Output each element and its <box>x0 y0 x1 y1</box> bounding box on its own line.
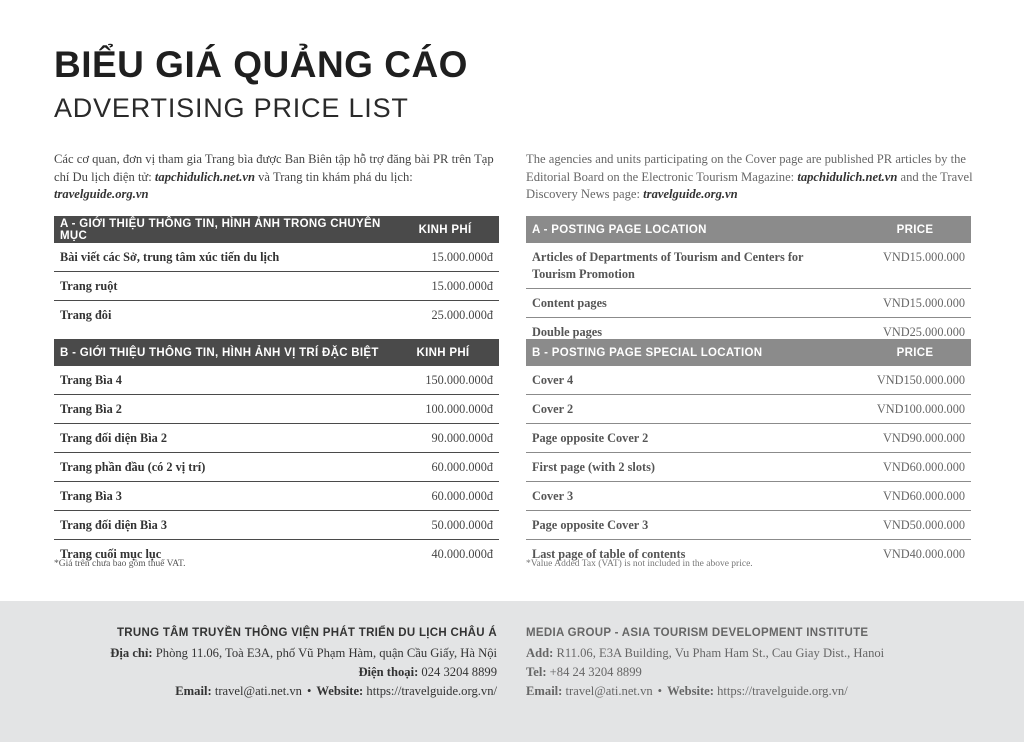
website-label: Website: <box>667 684 714 698</box>
row-name: Trang đối diện Bìa 2 <box>60 431 168 445</box>
row-name: Page opposite Cover 3 <box>532 518 649 532</box>
address-label: Địa chỉ: <box>110 646 153 660</box>
row-price: 15.000.000đ <box>431 250 493 264</box>
row-name: Trang phần đầu (có 2 vị trí) <box>60 460 206 474</box>
table-header <box>54 216 499 243</box>
row-price: VND60.000.000 <box>883 460 965 474</box>
table-header-title: B - POSTING PAGE SPECIAL LOCATION <box>532 346 763 359</box>
footer-email-website <box>110 682 497 701</box>
row-name: Trang Bìa 4 <box>60 373 122 387</box>
table-header <box>54 339 499 366</box>
footer-phone <box>110 663 497 682</box>
table-row <box>526 511 971 540</box>
table-row <box>54 272 499 301</box>
row-name: Cover 3 <box>532 489 574 503</box>
footer <box>0 601 1024 742</box>
table-row <box>526 453 971 482</box>
phone-value: +84 24 3204 8899 <box>546 665 642 679</box>
table-row <box>526 395 971 424</box>
table-row <box>526 243 971 289</box>
table-header <box>526 339 971 366</box>
table-row <box>526 289 971 318</box>
email-label: Email: <box>175 684 212 698</box>
intro-vi-text-1: Các cơ quan, đơn vị tham gia Trang bìa được Ban Biên tập hỗ trợ đăng bài PR trên Tạp chí Du lịch điện tử: <box>54 152 494 184</box>
table-row <box>526 366 971 395</box>
page-subtitle: ADVERTISING PRICE LIST <box>54 93 409 123</box>
row-name: Trang đối diện Bìa 3 <box>60 518 168 532</box>
page-title: BIỂU GIÁ QUẢNG CÁO <box>54 44 468 85</box>
row-name: Last page of table of contents <box>532 547 686 561</box>
website-label: Website: <box>316 684 364 698</box>
row-price: VND150.000.000 <box>876 373 965 387</box>
intro-en-site-2: travelguide.org.vn <box>643 187 738 201</box>
row-name: Content pages <box>532 296 607 310</box>
table-header-price: KINH PHÍ <box>416 346 470 359</box>
row-name: Trang Bìa 3 <box>60 489 122 503</box>
row-price: VND15.000.000 <box>883 250 965 264</box>
table-row <box>526 482 971 511</box>
row-price: 100.000.000đ <box>425 402 493 416</box>
email-link[interactable]: travel@ati.net.vn <box>211 684 302 698</box>
intro-en-text-2: and the Travel Discovery News page: <box>526 169 973 201</box>
footer-email-website <box>526 682 884 701</box>
table-header-price: KINH PHÍ <box>418 223 472 236</box>
row-price: 40.000.000đ <box>431 547 493 561</box>
table-header-price: PRICE <box>896 346 934 359</box>
email-link[interactable]: travel@ati.net.vn <box>562 684 653 698</box>
footer-phone <box>526 663 884 682</box>
table-row <box>54 366 499 395</box>
footer-org-name: TRUNG TÂM TRUYỀN THÔNG VIỆN PHÁT TRIỂN DU LỊCH CHÂU Á <box>116 627 497 639</box>
intro-vi-text-2: và Trang tin khám phá du lịch: <box>254 169 413 184</box>
price-table-a-vi <box>54 216 499 329</box>
row-price: 60.000.000đ <box>431 460 493 474</box>
phone-label: Điện thoại: <box>358 665 419 679</box>
price-table-b-en <box>526 339 971 568</box>
address-value: R11.06, E3A Building, Vu Pham Ham St., Cau Giay Dist., Hanoi <box>553 646 885 660</box>
row-name: First page (with 2 slots) <box>532 460 655 474</box>
website-link[interactable]: https://travelguide.org.vn/ <box>363 684 497 698</box>
intro-en-text-1: The agencies and units participating on the Cover page are published PR articles by the Editorial Board on the Electronic Tourism Magazine: <box>526 152 966 184</box>
row-price: 15.000.000đ <box>431 279 493 293</box>
footer-contact-vi <box>110 624 497 701</box>
intro-vi-site-1: tapchidulich.net.vn <box>154 169 255 184</box>
row-price: VND25.000.000 <box>883 325 965 339</box>
table-row <box>54 453 499 482</box>
intro-vi-site-2: travelguide.org.vn <box>54 187 149 201</box>
row-name: Cover 4 <box>532 373 574 387</box>
footer-address <box>526 644 884 663</box>
price-table-b-vi <box>54 339 499 568</box>
row-price: VND15.000.000 <box>883 296 965 310</box>
website-link[interactable]: https://travelguide.org.vn/ <box>713 684 848 698</box>
address-label: Add: <box>526 646 554 660</box>
row-price: VND100.000.000 <box>876 402 965 416</box>
table-row <box>54 243 499 272</box>
bullet-separator: • <box>306 684 312 698</box>
table-row <box>526 424 971 453</box>
row-price: VND90.000.000 <box>883 431 965 445</box>
table-header-title: A - GIỚI THIỆU THÔNG TIN, HÌNH ẢNH TRONG CHUYÊN MỤC <box>60 217 381 242</box>
table-row <box>54 482 499 511</box>
table-row <box>54 301 499 329</box>
row-price: 25.000.000đ <box>431 308 493 322</box>
row-name: Trang đôi <box>60 308 112 322</box>
row-price: VND40.000.000 <box>883 547 965 561</box>
intro-en <box>526 151 974 204</box>
footer-org-name: MEDIA GROUP - ASIA TOURISM DEVELOPMENT INSTITUTE <box>526 627 869 639</box>
phone-label: Tel: <box>526 665 547 679</box>
row-name: Cover 2 <box>532 402 574 416</box>
table-row <box>54 511 499 540</box>
row-name: Trang ruột <box>60 279 118 293</box>
email-label: Email: <box>526 684 563 698</box>
row-price: 90.000.000đ <box>431 431 493 445</box>
row-price: VND60.000.000 <box>883 489 965 503</box>
table-header-title: A - POSTING PAGE LOCATION <box>532 223 707 236</box>
footer-contact-en <box>526 624 884 701</box>
row-name: Page opposite Cover 2 <box>532 431 649 445</box>
row-name: Articles of Departments of Tourism and Centers for Tourism Promotion <box>532 250 804 281</box>
row-price: VND50.000.000 <box>883 518 965 532</box>
address-value: Phòng 11.06, Toà E3A, phố Vũ Phạm Hàm, quận Cầu Giấy, Hà Nội <box>152 646 497 660</box>
row-name: Trang cuối mục lục <box>60 547 162 561</box>
intro-vi <box>54 151 502 204</box>
table-header-price: PRICE <box>896 223 934 236</box>
phone-value: 024 3204 8899 <box>418 665 497 679</box>
row-price: 60.000.000đ <box>431 489 493 503</box>
intro-en-site-1: tapchidulich.net.vn <box>797 169 898 184</box>
vat-note-en: *Value Added Tax (VAT) is not included in the above price. <box>526 559 753 569</box>
bullet-separator: • <box>657 684 663 698</box>
price-table-a-en <box>526 216 971 346</box>
table-row <box>54 395 499 424</box>
footer-address <box>110 644 497 663</box>
row-name: Trang Bìa 2 <box>60 402 122 416</box>
row-price: 50.000.000đ <box>431 518 493 532</box>
table-header <box>526 216 971 243</box>
vat-note-vi: *Giá trên chưa bao gồm thuế VAT. <box>54 559 186 569</box>
table-header-title: B - GIỚI THIỆU THÔNG TIN, HÌNH ẢNH VỊ TRÍ ĐẶC BIỆT <box>60 346 379 359</box>
table-row <box>54 424 499 453</box>
row-name: Double pages <box>532 325 603 339</box>
row-price: 150.000.000đ <box>425 373 493 387</box>
row-name: Bài viết các Sở, trung tâm xúc tiến du lịch <box>60 250 280 264</box>
